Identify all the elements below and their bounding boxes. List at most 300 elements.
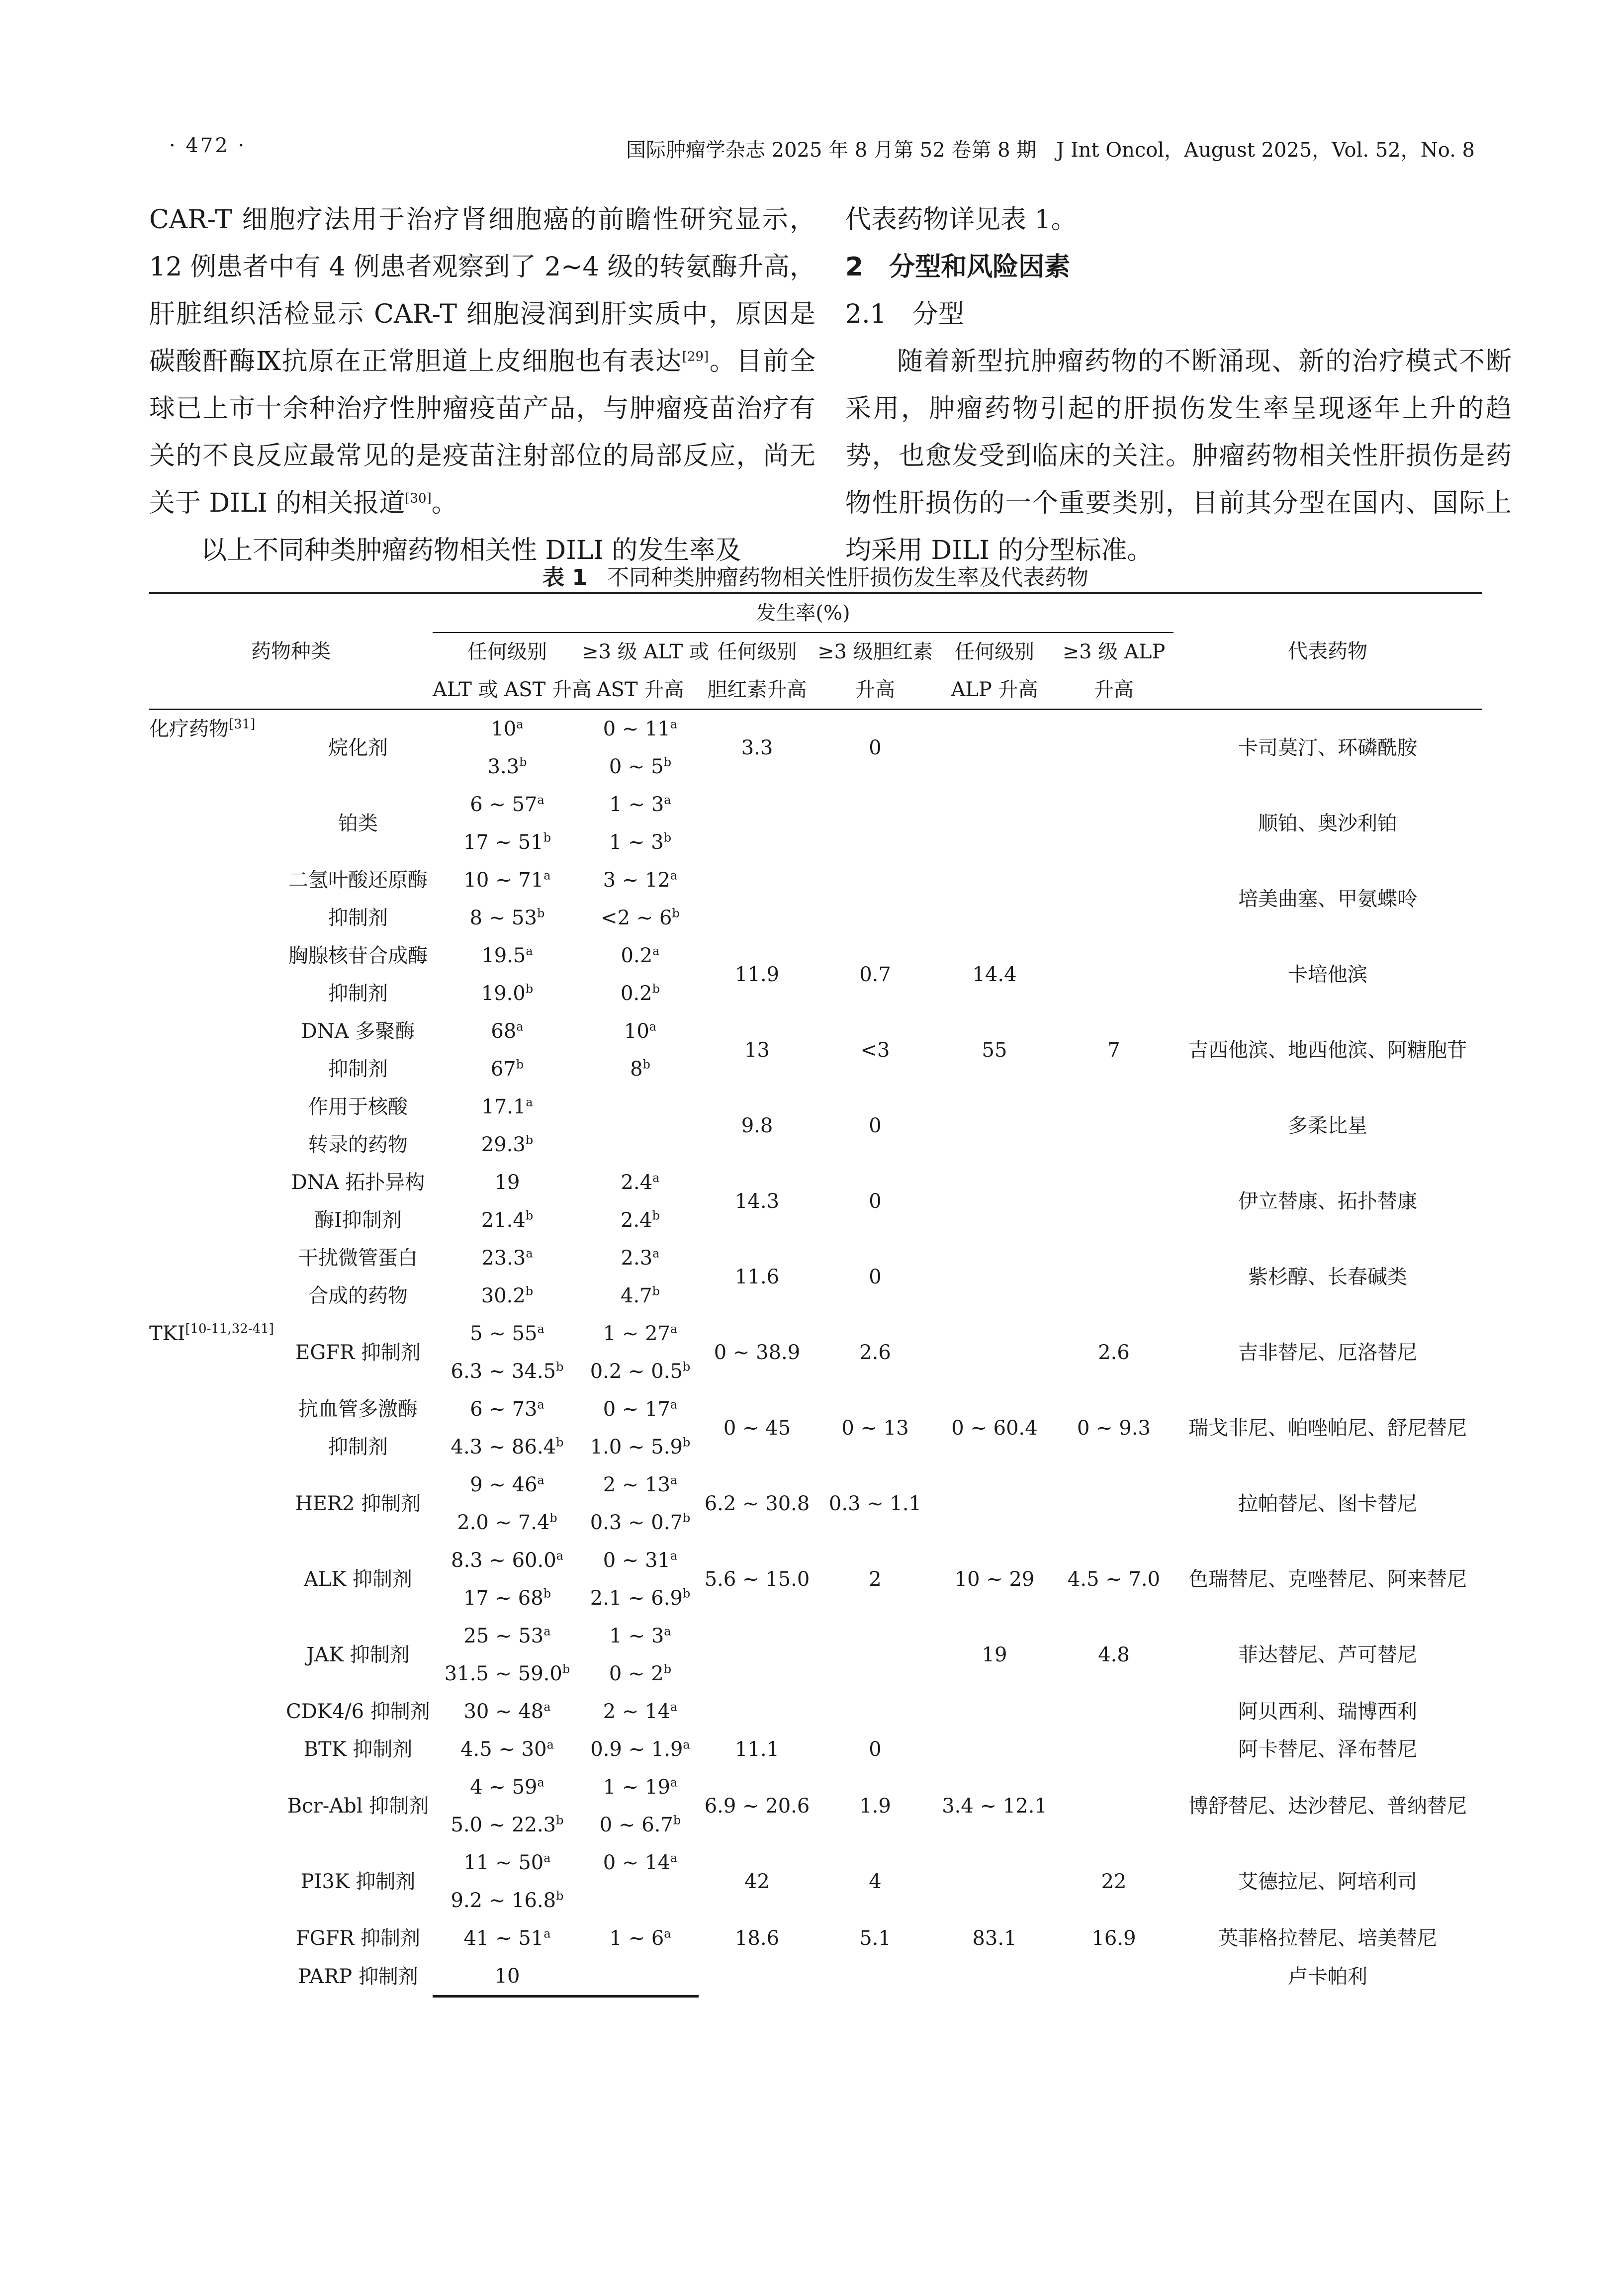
g3-alt-cell-2 (582, 1353, 699, 1390)
g3-alt-value: 0 ~ 31 (603, 1549, 670, 1572)
incidence-f (1054, 1466, 1173, 1542)
incidence-c: 0 ~ 38.9 (714, 1341, 801, 1364)
incidence-f (1054, 1164, 1173, 1239)
any-alt-value: 19 (494, 1171, 520, 1194)
g3-alt-2-value: 0 ~ 5 (609, 755, 664, 778)
any-alt-2-value: 9.2 ~ 16.8 (451, 1889, 556, 1912)
g3-alt-cell-2 (582, 1579, 699, 1617)
any-alt-2 (491, 1058, 524, 1081)
g3-alt (603, 1473, 678, 1496)
any-alt (463, 869, 550, 892)
any-alt-cell (433, 1390, 582, 1428)
g3-alt-cell-2 (582, 1655, 699, 1693)
any-alt-2-note: b (556, 1889, 564, 1903)
incidence-d (815, 1957, 935, 1997)
g3-alt-2 (609, 755, 671, 778)
g3-alt (603, 869, 678, 892)
incidence-e: 0 ~ 60.4 (951, 1417, 1038, 1440)
any-alt-2-value: 17 ~ 68 (463, 1587, 543, 1610)
representative-drugs: 卡培他滨 (1288, 963, 1368, 986)
any-alt-value: 30 ~ 48 (463, 1700, 544, 1723)
any-alt (491, 1020, 523, 1043)
table-row (149, 1768, 1482, 1806)
header-g3-alt-2: AST 升高 (582, 671, 699, 710)
table-row (149, 1012, 1482, 1050)
g3-alt-cell (582, 1164, 699, 1201)
drug-subclass-line1: EGFR 抑制剂 (295, 1341, 421, 1364)
drug-subclass-line1: FGFR 抑制剂 (295, 1927, 421, 1950)
any-alt (470, 1398, 544, 1421)
any-alt (451, 1549, 563, 1572)
g3-alt (609, 793, 671, 816)
drug-group-ref: [10-11,32-41] (185, 1321, 274, 1337)
g3-alt-value: 2.3 (621, 1247, 653, 1270)
any-alt (463, 1625, 550, 1647)
g3-alt-2-value: 8 (630, 1058, 643, 1081)
g3-alt-cell (582, 1693, 699, 1731)
incidence-table (149, 592, 1482, 1998)
incidence-d: 2 (869, 1568, 882, 1591)
table-row (149, 937, 1482, 975)
any-alt (470, 793, 544, 816)
table-row (149, 786, 1482, 823)
table-row (149, 1542, 1482, 1579)
incidence-d: 0 (869, 1266, 882, 1288)
any-alt-2-value: 30.2 (481, 1284, 526, 1307)
drug-subclass-line2: 转录的药物 (308, 1133, 408, 1156)
any-alt-note: a (516, 717, 524, 731)
g3-alt-note: a (664, 1926, 671, 1941)
g3-alt-note: a (670, 1851, 678, 1865)
any-alt-note: a (537, 1322, 544, 1336)
incidence-e (935, 1693, 1054, 1731)
header-g3-bil: ≥3 级胆红素 (815, 633, 935, 671)
any-alt-value: 9 ~ 46 (470, 1473, 538, 1496)
any-alt (481, 1095, 533, 1118)
car-t-text-3: 。 (431, 488, 457, 518)
g3-alt-value: 1 ~ 27 (603, 1322, 670, 1345)
any-alt-cell (433, 1315, 582, 1353)
incidence-c: 6.9 ~ 20.6 (704, 1795, 810, 1818)
drug-subclass (283, 1239, 433, 1315)
any-alt-2-value: 17 ~ 51 (463, 831, 543, 854)
any-alt-value: 10 (494, 1965, 520, 1988)
paragraph-classification: 随着新型抗肿瘤药物的不断涌现、新的治疗模式不断采用，肿瘤药物引起的肝损伤发生率呈现逐年上升的趋势，也愈发受到临床的关注。肿瘤药物相关性肝损伤是药物性肝损伤的一个重要类别，目前其分型在国内、国际上均采用 DILI 的分型标准。 (845, 347, 1512, 565)
g3-alt-cell-2 (582, 1050, 699, 1088)
g3-alt (603, 1549, 678, 1572)
g3-alt-2 (601, 907, 680, 929)
g3-alt (621, 1247, 660, 1270)
any-alt-2 (445, 1662, 570, 1685)
drug-group-name: 化疗药物 (149, 718, 229, 740)
drug-subclass-line1: 二氢叶酸还原酶 (288, 869, 428, 892)
any-alt-2-value: 5.0 ~ 22.3 (451, 1814, 556, 1836)
incidence-e: 55 (982, 1039, 1007, 1062)
representative-drugs: 吉非替尼、厄洛替尼 (1238, 1341, 1418, 1364)
drug-subclass-line1: ALK 抑制剂 (303, 1568, 413, 1591)
g3-alt-note: a (664, 793, 671, 807)
incidence-f: 16.9 (1091, 1927, 1136, 1950)
drug-group (149, 1315, 283, 1997)
incidence-e: 83.1 (972, 1927, 1017, 1950)
drug-subclass-line1: 作用于核酸 (308, 1095, 408, 1118)
drug-subclass (283, 1466, 433, 1542)
incidence-d: 1.9 (859, 1795, 891, 1818)
incidence-c: 9.8 (741, 1114, 773, 1137)
g3-alt-value: 1 ~ 3 (609, 793, 664, 816)
g3-alt-note: a (652, 944, 660, 958)
g3-alt-2-note: b (673, 1813, 681, 1827)
any-alt-2 (451, 1889, 564, 1912)
any-alt-value: 11 ~ 50 (463, 1851, 544, 1874)
any-alt-2 (451, 1814, 564, 1836)
header-g3-alt: ≥3 级 ALT 或 (582, 633, 699, 671)
any-alt-2 (451, 1436, 564, 1458)
incidence-f: 0 ~ 9.3 (1077, 1417, 1151, 1440)
representative-drugs: 菲达替尼、芦可替尼 (1238, 1643, 1418, 1666)
representative-drugs: 培美曲塞、甲氨蝶呤 (1238, 888, 1418, 911)
g3-alt-cell (582, 1239, 699, 1277)
any-alt-2-note: b (525, 1284, 534, 1298)
drug-subclass-line1: 抗血管多激酶 (298, 1398, 418, 1421)
g3-alt-cell-2 (582, 1428, 699, 1466)
any-alt (463, 1700, 550, 1723)
g3-alt (603, 1700, 678, 1723)
any-alt-cell (433, 786, 582, 823)
g3-alt-cell-2 (582, 1201, 699, 1239)
drug-subclass (283, 710, 433, 786)
incidence-c: 11.9 (734, 963, 780, 986)
header-g3-alp: ≥3 级 ALP (1054, 633, 1173, 671)
any-alt (463, 1927, 550, 1950)
g3-alt-note: a (652, 1246, 660, 1261)
any-alt-cell (433, 1012, 582, 1050)
g3-alt-value: 1 ~ 6 (609, 1927, 664, 1950)
g3-alt (609, 1625, 671, 1647)
table-row (149, 1693, 1482, 1731)
g3-alt-2-note: b (663, 830, 672, 845)
incidence-d (815, 1617, 935, 1693)
any-alt-note: a (537, 1775, 544, 1790)
any-alt-note: a (537, 1473, 544, 1487)
any-alt-value: 68 (491, 1020, 517, 1043)
incidence-c (699, 861, 815, 937)
g3-alt-2-note: b (642, 1057, 650, 1072)
g3-alt-2 (621, 1209, 660, 1232)
drug-subclass (283, 1315, 433, 1390)
incidence-e (935, 786, 1054, 861)
paragraph-summary: 以上不同种类肿瘤药物相关性 DILI 的发生率及 (201, 536, 741, 565)
g3-alt-value: 0 ~ 17 (603, 1398, 670, 1421)
drug-subclass-line1: 铂类 (338, 812, 378, 835)
incidence-d (815, 861, 935, 937)
drug-subclass (283, 1617, 433, 1693)
g3-alt-cell (582, 1315, 699, 1353)
g3-alt-cell (582, 861, 699, 899)
any-alt (481, 944, 533, 967)
page-number: · 472 · (169, 134, 247, 157)
header-drug-class: 药物种类 (149, 593, 433, 710)
any-alt-2-note: b (562, 1662, 570, 1676)
g3-alt-2-note: b (652, 1208, 660, 1223)
g3-alt-2 (590, 1511, 691, 1534)
any-alt-cell (433, 1768, 582, 1806)
incidence-f: 22 (1101, 1870, 1127, 1893)
incidence-c (699, 786, 815, 861)
table-row (149, 1315, 1482, 1353)
g3-alt-2 (609, 831, 671, 854)
paragraph-table-ref: 代表药物详见表 1。 (845, 205, 1077, 235)
any-alt-cell (433, 1542, 582, 1579)
any-alt-2 (457, 1511, 557, 1534)
incidence-e (935, 1164, 1054, 1239)
any-alt-cell (433, 1844, 582, 1882)
any-alt-value: 25 ~ 53 (463, 1625, 544, 1647)
g3-alt-cell (582, 1542, 699, 1579)
any-alt-2-note: b (556, 1813, 564, 1827)
g3-alt (624, 1020, 656, 1043)
g3-alt-cell (582, 1957, 699, 1995)
any-alt-cell-2 (433, 823, 582, 861)
drug-subclass (283, 1693, 433, 1731)
g3-alt-cell (582, 1768, 699, 1806)
any-alt-2 (488, 755, 527, 778)
g3-alt-2 (600, 1814, 681, 1836)
drug-subclass-line1: BTK 抑制剂 (303, 1738, 413, 1761)
table-caption (149, 559, 1482, 591)
g3-alt-2-note: b (652, 982, 660, 996)
g3-alt-value: 0.2 (621, 944, 653, 967)
drug-subclass-line1: Bcr-Abl 抑制剂 (287, 1795, 429, 1818)
any-alt-2-value: 29.3 (481, 1133, 526, 1156)
any-alt-value: 10 (491, 718, 517, 740)
any-alt-cell (433, 1239, 582, 1277)
any-alt-value: 8.3 ~ 60.0 (451, 1549, 556, 1572)
incidence-c: 42 (744, 1870, 770, 1893)
any-alt-2-note: b (549, 1511, 557, 1525)
g3-alt-note: a (664, 1624, 671, 1639)
g3-alt-2-note: b (663, 755, 672, 769)
table-row (149, 1957, 1482, 1995)
header-any-bil: 任何级别 (699, 633, 815, 671)
drug-subclass (283, 1731, 433, 1768)
any-alt-note: a (543, 1700, 551, 1714)
incidence-e (935, 710, 1054, 786)
g3-alt-value: 0 ~ 14 (603, 1851, 670, 1874)
any-alt-2 (463, 1587, 551, 1610)
header-g3-bil-2: 升高 (815, 671, 935, 710)
incidence-d: 0.3 ~ 1.1 (828, 1492, 922, 1515)
drug-subclass-line1: PI3K 抑制剂 (300, 1870, 416, 1893)
g3-alt-2 (590, 1587, 691, 1610)
representative-drugs: 卢卡帕利 (1288, 1965, 1368, 1989)
drug-subclass (283, 1390, 433, 1466)
right-column (845, 196, 1512, 574)
any-alt-2-note: b (525, 1133, 534, 1147)
any-alt-2-note: b (543, 830, 551, 845)
any-alt-2 (481, 982, 533, 1005)
drug-subclass-line1: JAK 抑制剂 (306, 1643, 410, 1666)
drug-subclass (283, 937, 433, 1012)
representative-drugs: 拉帕替尼、图卡替尼 (1238, 1492, 1418, 1515)
any-alt-cell-2 (433, 1579, 582, 1617)
table-row (149, 1239, 1482, 1277)
g3-alt-2-note: b (652, 1284, 660, 1298)
representative-drugs: 伊立替康、拓扑替康 (1238, 1190, 1418, 1213)
any-alt-value: 19.5 (481, 944, 526, 967)
incidence-f (1054, 1693, 1173, 1731)
g3-alt (603, 1398, 678, 1421)
representative-drugs: 艾德拉尼、阿培利司 (1238, 1870, 1418, 1893)
any-alt-2 (481, 1209, 533, 1232)
table-body (149, 710, 1482, 1997)
drug-subclass (283, 861, 433, 937)
citation-30: [30] (405, 491, 432, 506)
any-alt-cell (433, 1731, 582, 1768)
any-alt-2-value: 67 (490, 1058, 516, 1081)
drug-subclass-line2: 抑制剂 (328, 982, 388, 1005)
table-row (149, 1844, 1482, 1882)
any-alt-cell (433, 937, 582, 975)
car-t-text-1: CAR-T 细胞疗法用于治疗肾细胞癌的前瞻性研究显示，12 例患者中有 4 例患者观察到了 2~4 级的转氨酶升高，肝脏组织活检显示 CAR-T 细胞浸润到肝实质中，原因是碳酸酐酶Ⅸ抗原在正常胆道上皮细胞也有表达 (149, 205, 815, 376)
any-alt-note: a (543, 1851, 551, 1865)
any-alt-note: a (537, 1397, 544, 1412)
g3-alt-2 (590, 1360, 691, 1383)
g3-alt (621, 1171, 660, 1194)
drug-group-name: TKI (149, 1322, 185, 1345)
representative-drugs: 多柔比星 (1288, 1114, 1368, 1137)
g3-alt-value: 3 ~ 12 (603, 869, 670, 892)
table-row (149, 1164, 1482, 1201)
any-alt-cell-2 (433, 1806, 582, 1844)
drug-subclass-line2: 抑制剂 (328, 907, 388, 929)
header-any-bil-2: 胆红素升高 (699, 671, 815, 710)
incidence-f (1054, 1957, 1173, 1997)
incidence-c: 18.6 (734, 1927, 780, 1950)
representative-drugs: 吉西他滨、地西他滨、阿糖胞苷 (1188, 1039, 1467, 1062)
any-alt-2-value: 31.5 ~ 59.0 (444, 1662, 562, 1685)
g3-alt-2-note: b (682, 1435, 691, 1450)
any-alt-2-note: b (519, 755, 527, 769)
drug-subclass-line1: 干扰微管蛋白 (298, 1247, 418, 1270)
incidence-f (1054, 1768, 1173, 1844)
incidence-d: 0 (869, 1738, 882, 1761)
incidence-c: 11.6 (734, 1266, 780, 1288)
g3-alt-value: 10 (624, 1020, 649, 1043)
g3-alt-value: 0 ~ 11 (603, 718, 670, 740)
drug-subclass (283, 1844, 433, 1919)
g3-alt (603, 1322, 678, 1345)
incidence-c (699, 1617, 815, 1693)
g3-alt (621, 944, 660, 967)
g3-alt-2-value: 0 ~ 2 (609, 1662, 664, 1685)
table-row (149, 1617, 1482, 1655)
any-alt-2-value: 4.3 ~ 86.4 (451, 1436, 556, 1458)
any-alt (491, 718, 523, 740)
any-alt-note: a (526, 944, 533, 958)
g3-alt-cell-2 (582, 748, 699, 786)
drug-subclass-line1: 胸腺核苷合成酶 (288, 944, 428, 967)
header-g3-alp-2: 升高 (1054, 671, 1173, 710)
any-alt-2-note: b (516, 1057, 524, 1072)
g3-alt-cell-2 (582, 823, 699, 861)
incidence-d: 0 (869, 1190, 882, 1213)
incidence-f (1054, 710, 1173, 786)
g3-alt (603, 718, 678, 740)
g3-alt-2-value: 0.2 (621, 982, 652, 1005)
incidence-e: 10 ~ 29 (954, 1568, 1035, 1591)
g3-alt (603, 1776, 678, 1799)
g3-alt-value: 1 ~ 3 (609, 1625, 664, 1647)
table-row (149, 1390, 1482, 1428)
g3-alt-note: a (670, 1397, 678, 1412)
any-alt-2 (470, 907, 545, 929)
g3-alt (609, 1927, 671, 1950)
any-alt-2-note: b (556, 1360, 564, 1374)
g3-alt-note: a (670, 1473, 678, 1487)
g3-alt-note: a (652, 1171, 660, 1185)
any-alt-cell (433, 861, 582, 899)
any-alt-value: 41 ~ 51 (463, 1927, 544, 1950)
header-any-alp: 任何级别 (935, 633, 1054, 671)
any-alt (470, 1473, 544, 1496)
incidence-f (1054, 786, 1173, 861)
any-alt-value: 10 ~ 71 (463, 869, 544, 892)
incidence-c: 6.2 ~ 30.8 (704, 1492, 810, 1515)
any-alt (463, 1851, 550, 1874)
g3-alt-value: 2 ~ 13 (603, 1473, 670, 1496)
incidence-c: 11.1 (734, 1738, 780, 1761)
any-alt (470, 1322, 544, 1345)
g3-alt-value: 2.4 (621, 1171, 653, 1194)
any-alt-2 (463, 831, 551, 854)
any-alt-2 (451, 1360, 564, 1383)
any-alt-cell-2 (433, 1353, 582, 1390)
g3-alt-note: a (649, 1019, 657, 1034)
g3-alt-2-note: b (682, 1360, 691, 1374)
any-alt-note: a (556, 1549, 563, 1563)
drug-subclass (283, 1919, 433, 1957)
header-representative-drugs: 代表药物 (1173, 593, 1482, 710)
any-alt-cell (433, 1466, 582, 1504)
drug-subclass-line1: CDK4/6 抑制剂 (286, 1700, 430, 1723)
g3-alt-2-note: b (672, 906, 680, 920)
citation-29: [29] (682, 349, 709, 364)
incidence-d: <3 (860, 1039, 890, 1062)
drug-subclass (283, 1088, 433, 1164)
g3-alt-cell-2 (582, 1882, 699, 1919)
any-alt-2-value: 3.3 (487, 755, 520, 778)
any-alt-2-value: 21.4 (481, 1209, 526, 1232)
any-alt-cell-2 (433, 1126, 582, 1164)
drug-subclass (283, 1542, 433, 1617)
incidence-e (935, 1466, 1054, 1542)
drug-subclass-line1: DNA 拓扑异构 (291, 1171, 425, 1194)
g3-alt-2 (590, 1436, 691, 1458)
g3-alt-2 (621, 1284, 660, 1307)
g3-alt-note: a (670, 1549, 678, 1563)
any-alt-cell-2 (433, 748, 582, 786)
incidence-c: 14.3 (734, 1190, 780, 1213)
incidence-e (935, 1731, 1054, 1768)
g3-alt-cell-2 (582, 1995, 699, 1997)
table-row (149, 1088, 1482, 1126)
g3-alt-2 (609, 1662, 671, 1685)
g3-alt-cell (582, 937, 699, 975)
any-alt-cell-2 (433, 1504, 582, 1542)
header-any-alt: 任何级别 (433, 633, 582, 671)
representative-drugs: 阿卡替尼、泽布替尼 (1238, 1738, 1418, 1761)
